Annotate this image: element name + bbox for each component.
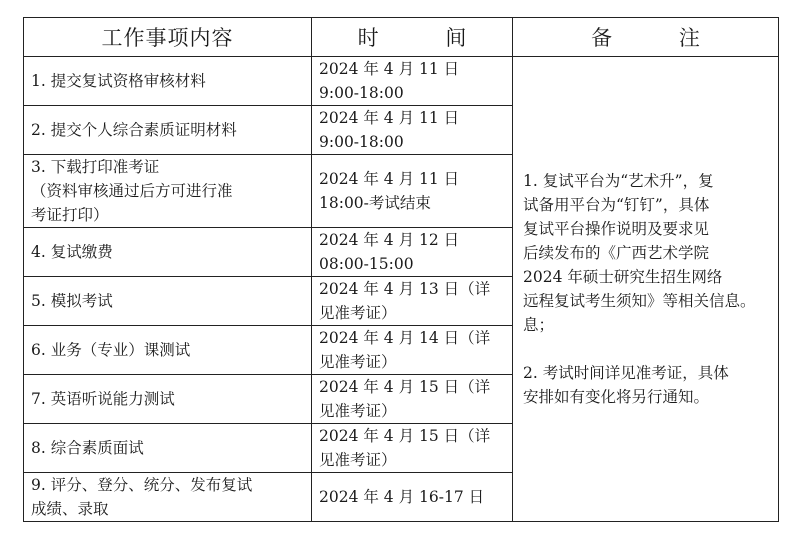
remark-line: 复试平台操作说明及要求见: [523, 220, 710, 238]
remark-line: 试备用平台为“钉钉”，具体: [523, 196, 710, 214]
time-cell: [312, 155, 513, 228]
task-text: 7. 英语听说能力测试: [31, 390, 175, 408]
task-cell: [24, 57, 312, 106]
header-task: 工作事项内容: [24, 18, 312, 57]
table-row: [24, 57, 779, 106]
header-time-label: 时 间: [357, 26, 497, 50]
task-text: 6. 业务（专业）课测试: [31, 341, 191, 359]
header-note-label: 备 注: [591, 26, 730, 50]
time-cell: [312, 106, 513, 155]
time-text: 2024 年 4 月 12 日: [319, 231, 460, 249]
task-text: 1. 提交复试资格审核材料: [31, 72, 206, 90]
time-text: 2024 年 4 月 11 日: [319, 170, 460, 188]
remark-line: 息；: [523, 316, 555, 334]
task-cell: [24, 106, 312, 155]
remark-line: 1. 复试平台为“艺术升”，复: [523, 172, 714, 190]
remark-line: 安排如有变化将另行通知。: [523, 388, 710, 406]
time-text: 9:00-18:00: [319, 84, 404, 102]
schedule-table: [23, 17, 779, 522]
remark-line: 2. 考试时间详见准考证，具体: [523, 364, 729, 382]
task-cell: [24, 326, 312, 375]
time-text: 2024 年 4 月 11 日: [319, 109, 460, 127]
time-cell: [312, 326, 513, 375]
task-cell: [24, 277, 312, 326]
time-text: 见准考证）: [319, 451, 397, 469]
time-text: 2024 年 4 月 15 日（详: [319, 378, 491, 396]
task-text: 8. 综合素质面试: [31, 439, 144, 457]
task-cell: [24, 424, 312, 473]
time-text: 08:00-15:00: [319, 255, 414, 273]
task-cell: [24, 473, 312, 522]
time-cell: [312, 473, 513, 522]
task-text: 3. 下载打印准考证: [31, 158, 160, 176]
time-text: 2024 年 4 月 15 日（详: [319, 427, 491, 445]
time-text: 18:00-考试结束: [319, 194, 431, 212]
time-text: 见准考证）: [319, 353, 397, 371]
remarks-cell: [513, 57, 779, 522]
task-text: 考证打印）: [31, 206, 109, 224]
time-cell: [312, 375, 513, 424]
task-text: 成绩、录取: [31, 500, 109, 518]
task-cell: [24, 155, 312, 228]
time-text: 2024 年 4 月 13 日（详: [319, 280, 491, 298]
remark-2: [523, 361, 770, 409]
header-row: [24, 18, 779, 57]
time-cell: [312, 277, 513, 326]
time-cell: [312, 57, 513, 106]
task-cell: [24, 228, 312, 277]
remark-line: 后续发布的《广西艺术学院: [523, 244, 710, 262]
time-text: 2024 年 4 月 11 日: [319, 60, 460, 78]
task-text: 2. 提交个人综合素质证明材料: [31, 121, 237, 139]
remark-1: [523, 169, 770, 337]
task-text: 4. 复试缴费: [31, 243, 113, 261]
remark-spacer: [523, 337, 770, 361]
remark-line: 2024 年硕士研究生招生网络: [523, 268, 723, 286]
time-cell: [312, 424, 513, 473]
time-cell: [312, 228, 513, 277]
remark-line: 远程复试考生须知》等相关信息。: [523, 292, 756, 310]
task-text: 5. 模拟考试: [31, 292, 113, 310]
time-text: 见准考证）: [319, 304, 397, 322]
time-text: 9:00-18:00: [319, 133, 404, 151]
task-cell: [24, 375, 312, 424]
time-text: 见准考证）: [319, 402, 397, 420]
header-note: [513, 18, 779, 57]
schedule-sheet: [23, 17, 778, 535]
task-text: 9. 评分、登分、统分、发布复试: [31, 476, 253, 494]
header-time: [312, 18, 513, 57]
time-text: 2024 年 4 月 16-17 日: [319, 488, 485, 506]
task-text: （资料审核通过后方可进行准: [31, 182, 233, 200]
time-text: 2024 年 4 月 14 日（详: [319, 329, 491, 347]
